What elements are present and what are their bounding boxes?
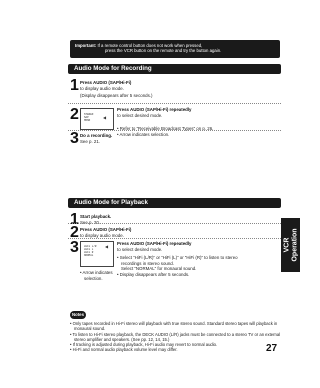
rec-step2-number: 2 (70, 106, 79, 123)
divider (68, 130, 281, 131)
rec-step1-line2: to display audio mode. (80, 85, 124, 91)
divider (68, 103, 281, 104)
play-screen-line: HiFi R (84, 251, 94, 254)
play-arrow-caption (80, 270, 113, 281)
rec-step3-line2: See p. 21. (80, 138, 101, 144)
rec-step2-line1: Press AUDIO (SAP/Hi-Fi) repeatedly (117, 107, 192, 112)
rec-tv-screen (80, 108, 114, 130)
divider (68, 223, 281, 224)
play-step2-number: 2 (70, 224, 79, 241)
play-step3-line1: Press AUDIO (SAP/Hi-Fi) repeatedly (117, 241, 192, 246)
rec-step2-bullet1: • Refer to “Receivable Broadcast Types” on p. 26. (117, 126, 214, 132)
rec-step1-line1: Press AUDIO (SAP/Hi-Fi) (80, 80, 132, 85)
selection-arrow-icon: ◀ (103, 115, 107, 120)
rec-screen-line: SAP (84, 116, 89, 119)
vcr-operation-tab (281, 218, 300, 272)
play-step3-text (117, 241, 238, 278)
rec-step1-text (80, 80, 152, 99)
rec-step2-bullet2: • Arrow indicates selection. (117, 131, 170, 137)
play-step1-line2: See p. 20. (80, 219, 101, 225)
divider (68, 238, 281, 239)
notes-badge: Notes (70, 311, 86, 319)
rec-screen-line: STEREO (84, 113, 94, 116)
note-item: • If tracking is adjusted during playback, Hi-Fi audio may revert to normal audio. (70, 342, 218, 348)
play-step3-bullet2: • Display disappears after 5 seconds. (117, 271, 190, 277)
play-step2-text (80, 227, 131, 238)
play-step3-bullet1: • Select “HiFi (L/R)” or “HiFi (L)” or “HiFi (R)” to listen to stereo (117, 255, 238, 261)
rec-step3-line1: Do a recording. (80, 133, 113, 138)
side-tab-line1: VCR (283, 237, 290, 253)
play-step3-bullet1c: Select “NORMAL” for monaural sound. (121, 266, 197, 272)
play-screen-line: HiFi L (84, 248, 94, 251)
play-caption-line2: selection. (84, 275, 103, 281)
play-step2-line1: Press AUDIO (SAP/Hi-Fi) (80, 227, 132, 232)
important-label: Important: (75, 43, 97, 48)
important-notice (70, 40, 280, 58)
play-step1-number: 1 (70, 211, 79, 228)
rec-step3-number: 3 (70, 130, 79, 147)
play-step3-number: 3 (70, 239, 79, 256)
rec-step2-line2: to select desired mode. (117, 112, 163, 118)
note-item: • Hi-Fi and normal audio playback volume level may differ. (70, 347, 178, 353)
play-tv-screen (80, 241, 114, 267)
side-tab-line2: Operation (290, 228, 298, 262)
rec-step1-number: 1 (70, 77, 79, 94)
selection-arrow-icon: ◀ (105, 244, 109, 249)
play-step3-line2: to select desired mode. (117, 246, 163, 252)
play-step1-line1: Start playback. (80, 214, 112, 219)
play-screen-line: NORMAL (84, 254, 94, 257)
note-item: • To listen to Hi-Fi stereo playback, the DECK AUDIO (L/R) jacks must be connected to a stereo TV or an external stereo amplifier and speakers. (See pp. 12, 14, 15.) (70, 331, 281, 342)
playback-header: Audio Mode for Playback (68, 198, 281, 208)
page-number: 27 (266, 343, 278, 354)
note-item: • Only tapes recorded in Hi-Fi stereo will playback with true stereo sound. Standard stereo tapes will playback in monaural sound. (70, 321, 278, 332)
play-step3-bullet1b: recordings in stereo sound. (121, 260, 174, 266)
notes-list (70, 321, 282, 353)
important-line1: If a remote control button does not work when pressed, (97, 43, 203, 48)
recording-header: Audio Mode for Recording (68, 64, 281, 74)
rec-step3-text (80, 133, 112, 144)
rec-screen-text (84, 113, 93, 122)
important-line2: press the VCR button on the remote and try the button again. (105, 48, 222, 53)
side-tab-label (283, 228, 298, 261)
rec-screen-line: MONO (84, 119, 91, 122)
play-step2-line2: to display audio mode. (80, 232, 124, 238)
rec-step2-text (117, 107, 213, 137)
rec-step1-line3: (Display disappears after 5 seconds.) (80, 93, 153, 99)
play-caption-line1: • Arrow indicates (80, 270, 113, 275)
play-screen-line: HiFi L/R (84, 245, 97, 248)
play-screen-text (84, 245, 96, 257)
